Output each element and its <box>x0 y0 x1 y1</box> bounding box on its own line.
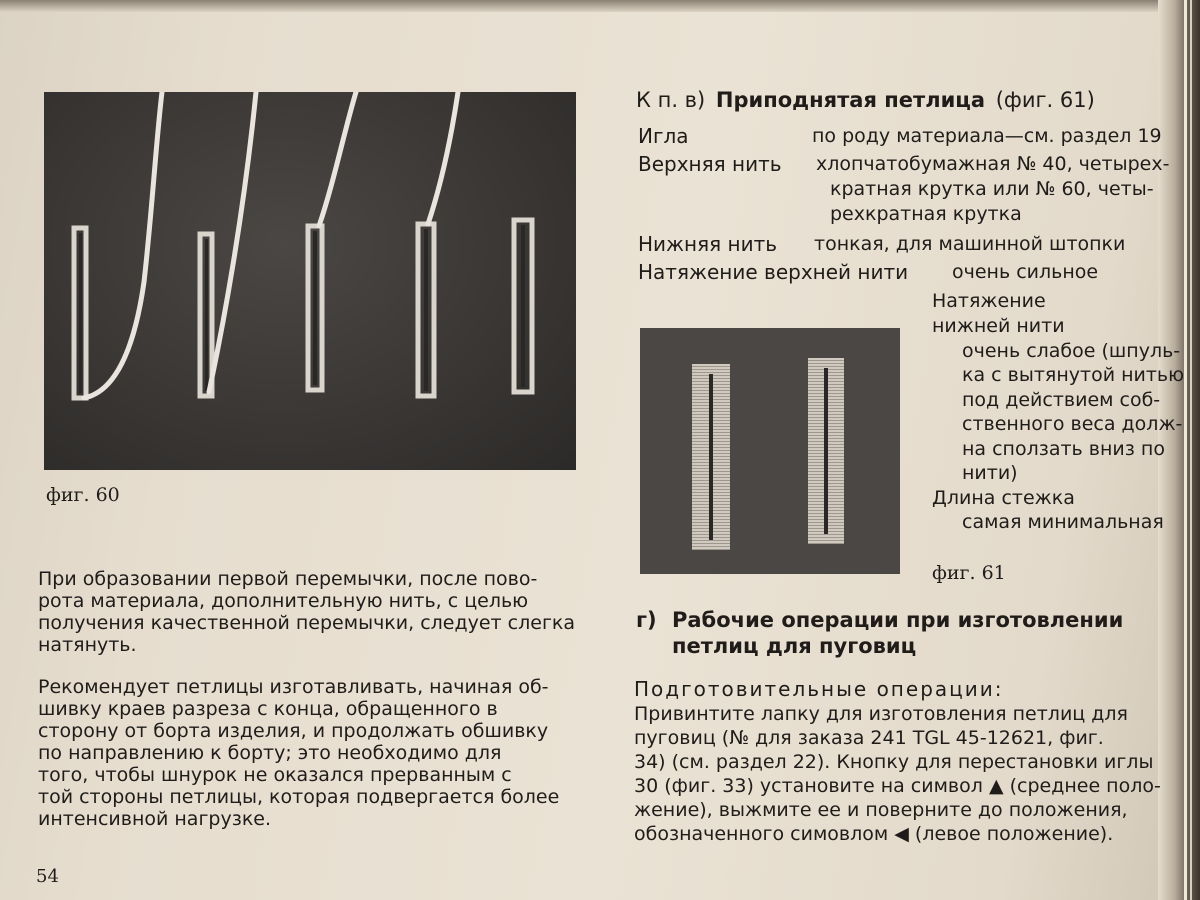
paragraph-1-line-4: натянуть. <box>38 634 137 656</box>
figure-61-photo <box>640 328 900 574</box>
param-value-upper-thread-2: кратная крутка или № 60, четы- <box>830 178 1154 200</box>
prep-text-line-2: пуговиц (№ для заказа 241 TGL 45-12621, фиг. <box>634 727 1104 749</box>
section-ref: (фиг. 61) <box>995 88 1095 112</box>
paragraph-2-line-7: интенсивной нагрузке. <box>38 808 272 830</box>
paragraph-2-line-5: того, чтобы шнурок не оказался прерванным с <box>38 764 512 786</box>
lower-tension-value-2: ка с вытянутой нитью <box>962 364 1185 386</box>
prep-text-line-5: жение), выжмите ее и поверните до положения, <box>634 799 1128 821</box>
param-label-upper-tension: Натяжение верхней нити <box>638 260 909 284</box>
prep-text-line-4: 30 (фиг. 33) установите на символ ▲ (среднее поло- <box>634 775 1161 797</box>
lower-tension-label-1: Натяжение <box>932 290 1046 312</box>
stitch-length-value: самая минимальная <box>962 511 1164 533</box>
paragraph-1-line-1: При образовании первой перемычки, после пово- <box>38 568 538 590</box>
param-value-lower-thread: тонкая, для машинной штопки <box>814 233 1126 255</box>
param-value-upper-thread-3: рехкратная крутка <box>830 203 1022 225</box>
figure-60-caption: фиг. 60 <box>46 484 120 506</box>
page-shadow <box>0 0 1200 12</box>
prep-text-line-1: Привинтите лапку для изготовления петлиц для <box>634 703 1128 725</box>
figure-61-caption: фиг. 61 <box>932 562 1006 584</box>
lower-tension-value-6: нити) <box>962 462 1018 484</box>
paragraph-1-line-3: получения качественной перемычки, следует слегка <box>38 612 576 634</box>
page-number: 54 <box>36 866 59 887</box>
param-label-upper-thread: Верхняя нить <box>638 152 782 176</box>
param-label-needle: Игла <box>638 124 689 148</box>
lower-tension-label-2: нижней нити <box>932 315 1065 337</box>
section-g-prefix: г) <box>636 608 657 632</box>
lower-tension-value-4: ственного веса долж- <box>962 413 1183 435</box>
stitch-length-label: Длина стежка <box>932 487 1075 509</box>
paragraph-2-line-3: сторону от борта изделия, и продолжать обшивку <box>38 720 549 742</box>
paragraph-2-line-1: Рекомендует петлицы изготавливать, начиная об- <box>38 676 549 698</box>
figure-60-photo <box>44 92 576 470</box>
paragraph-2-line-6: той стороны петлицы, которая подвергается более <box>38 786 560 808</box>
lower-tension-value-1: очень слабое (шпуль- <box>962 340 1181 362</box>
section-heading <box>636 88 1095 112</box>
lower-tension-value-3: под действием соб- <box>962 389 1161 411</box>
param-label-lower-thread: Нижняя нить <box>638 232 778 256</box>
param-value-needle: по роду материала—см. раздел 19 <box>812 125 1162 147</box>
lower-tension-value-5: на сползать вниз по <box>962 438 1165 460</box>
section-prefix: К п. в) <box>636 88 706 112</box>
paragraph-2-line-2: шивку краев разреза с конца, обращенного в <box>38 698 498 720</box>
section-title: Приподнятая петлица <box>715 88 986 112</box>
param-value-upper-thread-1: хлопчатобумажная № 40, четырех- <box>816 153 1170 175</box>
paragraph-1-line-2: рота материала, дополнительную нить, с целью <box>38 590 529 612</box>
paragraph-2-line-4: по направлению к борту; это необходимо для <box>38 742 502 764</box>
param-value-upper-tension: очень сильное <box>952 261 1099 283</box>
prep-heading: Подготовительные операции: <box>634 677 1004 701</box>
prep-text-line-6: обозначенного симовлом ◀ (левое положение). <box>634 823 1114 845</box>
prep-text-line-3: 34) (см. раздел 22). Кнопку для перестановки иглы <box>634 751 1154 773</box>
section-g-title-1: Рабочие операции при изготовлении <box>672 608 1124 632</box>
section-g-title-2: петлиц для пуговиц <box>672 634 917 658</box>
